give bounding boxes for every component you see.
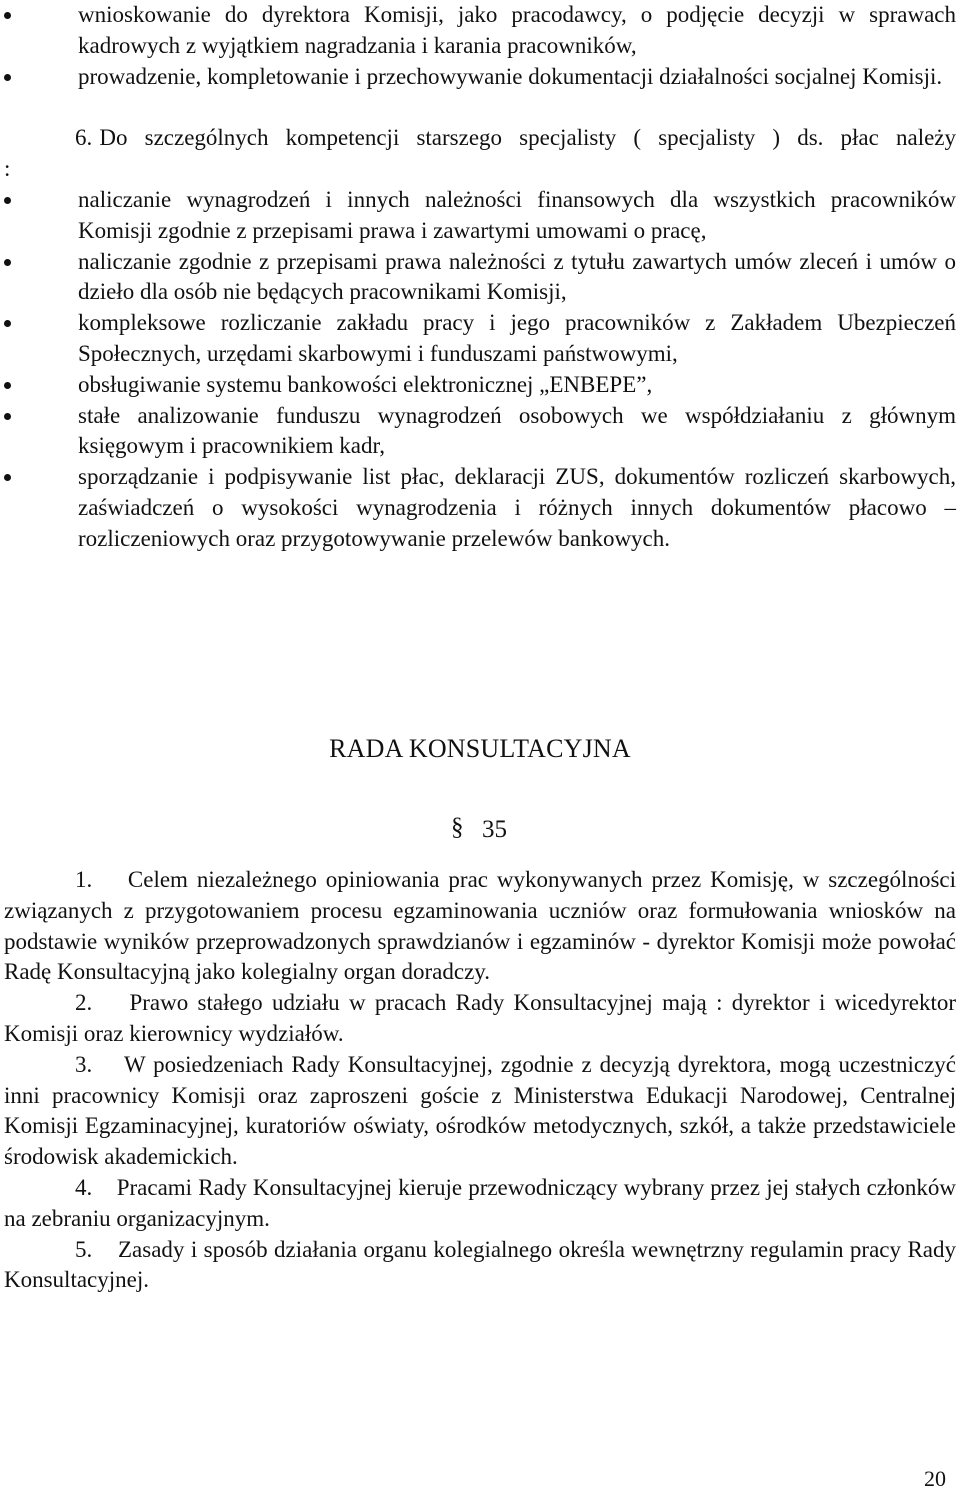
point-text: W posiedzeniach Rady Konsultacyjnej, zgodnie z decyzją dyrektora, mogą uczestniczyć inni pracownicy Komisji oraz zaproszeni goście z Ministerstwa Edukacji Narodowej, Centralnej Komisji Egzaminacyjnej, kuratoriów oświaty, ośrodków metodycznych, szkół, a także przedstawiciele środowisk akademickich. <box>4 1051 957 1170</box>
numbered-point <box>4 865 956 988</box>
numbered-point <box>4 988 956 1050</box>
section-6-intro <box>4 123 956 185</box>
paragraph-symbol: § <box>451 814 464 841</box>
section-6-text: Do szczególnych kompetencji starszego specjalisty ( specjalisty ) ds. płac należy : <box>4 125 956 181</box>
bullet-text: naliczanie wynagrodzeń i innych należności finansowych dla wszystkich pracowników Komisji zgodnie z przepisami prawa i zawartymi umowami o pracę, <box>78 187 956 243</box>
bullet-text: wnioskowanie do dyrektora Komisji, jako pracodawcy, o podjęcie decyzji w sprawach kadrowych z wyjątkiem nagradzania i karania pracowników, <box>78 2 956 58</box>
numbered-point <box>4 1173 956 1235</box>
point-text: Prawo stałego udziału w pracach Rady Konsultacyjnej mają : dyrektor i wicedyrektor Komisji oraz kierownicy wydziałów. <box>4 990 956 1046</box>
numbered-points <box>4 865 956 1296</box>
point-number: 3. <box>75 1051 93 1077</box>
bullet-text: sporządzanie i podpisywanie list płac, deklaracji ZUS, dokumentów rozliczeń skarbowych, zaświadczeń o wysokości wynagrodzenia i różnych innych dokumentów płacowo – rozliczeniowych oraz przygotowywanie przelewów bankowych. <box>78 464 956 551</box>
numbered-point <box>4 1050 956 1173</box>
bullet-item <box>4 462 956 554</box>
bullet-dot-icon <box>4 320 11 327</box>
section-heading: RADA KONSULTACYJNA <box>329 734 631 763</box>
point-number: 4. <box>75 1174 93 1200</box>
section-6-number: 6. <box>75 125 93 150</box>
point-number: 2. <box>75 990 93 1016</box>
bullet-item <box>4 308 956 370</box>
bullet-item <box>4 62 956 93</box>
bullet-dot-icon <box>4 474 11 481</box>
point-text: Pracami Rady Konsultacyjnej kieruje przewodniczący wybrany przez jej stałych członków na zebraniu organizacyjnym. <box>4 1174 956 1231</box>
bullet-dot-icon <box>4 74 11 81</box>
bullet-text: naliczanie zgodnie z przepisami prawa należności z tytułu zawartych umów zleceń i umów o dzieło dla osób nie będących pracownikami Komisji, <box>78 248 956 305</box>
point-number: 5. <box>75 1236 93 1262</box>
bullet-text: stałe analizowanie funduszu wynagrodzeń osobowych we współdziałaniu z głównym księgowym i pracownikiem kadr, <box>78 402 956 459</box>
bullet-item <box>4 0 956 62</box>
point-text: Zasady i sposób działania organu kolegialnego określa wewnętrzny regulamin pracy Rady Konsultacyjnej. <box>4 1236 956 1293</box>
bullet-dot-icon <box>4 259 11 266</box>
top-bullet-list <box>4 0 956 92</box>
bullet-text: kompleksowe rozliczanie zakładu pracy i jego pracowników z Zakładem Ubezpieczeń Społecznych, urzędami skarbowymi i funduszami państwowymi, <box>78 310 956 366</box>
section-6-bullet-list <box>4 185 956 555</box>
bullet-dot-icon <box>4 197 11 204</box>
bullet-item <box>4 247 956 309</box>
bullet-item <box>4 185 956 247</box>
bullet-text: prowadzenie, kompletowanie i przechowywanie dokumentacji działalności socjalnej Komisji. <box>78 63 943 89</box>
bullet-text: obsługiwanie systemu bankowości elektronicznej „ENBEPE”, <box>78 371 653 397</box>
page-number: 20 <box>924 1466 946 1491</box>
paragraph-number: 35 <box>482 816 507 843</box>
point-text: Celem niezależnego opiniowania prac wykonywanych przez Komisję, w szczególności związanych z przygotowaniem procesu egzaminowania uczniów oraz formułowania wniosków na podstawie wyników przeprowadzonych sprawdzianów i egzaminów - dyrektor Komisji może powołać Radę Konsultacyjną jako kolegialny organ doradczy. <box>4 867 956 985</box>
bullet-dot-icon <box>4 12 11 19</box>
numbered-point <box>4 1235 956 1297</box>
bullet-dot-icon <box>4 382 11 389</box>
bullet-item <box>4 401 956 463</box>
point-number: 1. <box>75 867 93 892</box>
bullet-dot-icon <box>4 413 11 420</box>
bullet-item <box>4 370 956 401</box>
